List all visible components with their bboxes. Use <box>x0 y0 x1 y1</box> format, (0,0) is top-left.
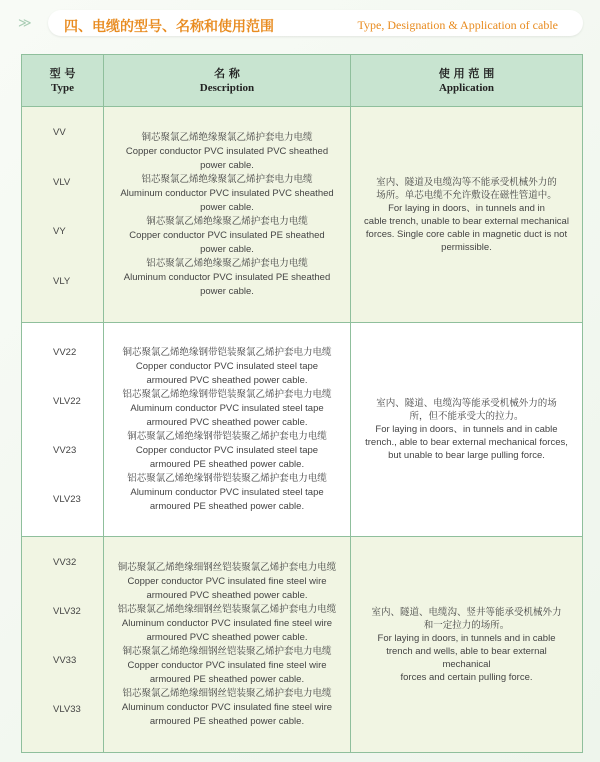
description-zh: 铜芯聚氯乙烯绝缘钢带铠装聚乙烯护套电力电缆 <box>127 430 327 442</box>
description-item <box>105 603 349 645</box>
description-zh: 铜芯聚氯乙烯绝缘细钢丝铠装聚氯乙烯护套电力电缆 <box>117 561 337 573</box>
description-item <box>105 257 349 299</box>
application-zh: 所，但不能承受大的拉力。 <box>409 411 524 422</box>
description-cell <box>104 537 351 753</box>
column-header-en: Description <box>199 81 255 94</box>
type-code: VV32 <box>53 557 77 568</box>
section-title-zh: 四、电缆的型号、名称和使用范围 <box>64 19 274 35</box>
description-en: Copper conductor PVC insulated fine steel wire <box>127 575 327 587</box>
description-item <box>105 131 349 173</box>
type-code: VY <box>53 226 66 237</box>
application-cell <box>351 323 583 537</box>
column-header-zh: 名 称 <box>214 66 240 80</box>
application-en: permissible. <box>441 241 492 253</box>
cable-table-container <box>21 54 582 751</box>
description-en: power cable. <box>200 243 254 255</box>
description-zh: 铝芯聚氯乙烯绝缘钢带铠装聚乙烯护套电力电缆 <box>127 472 327 484</box>
table-row <box>22 323 583 537</box>
description-en: armoured PE sheathed power cable. <box>149 673 305 685</box>
description-en: armoured PVC sheathed power cable. <box>146 589 308 601</box>
application-zh: 室内、隧道、电缆沟等能承受机械外力的场 <box>376 398 557 409</box>
description-en: Copper conductor PVC insulated fine steel wire <box>127 659 327 671</box>
application-en: For laying in doors、in tunnels and in <box>388 202 545 214</box>
column-header-en: Type <box>50 81 75 94</box>
description-item <box>105 472 349 514</box>
description-item <box>105 430 349 472</box>
description-en: Copper conductor PVC insulated steel tape <box>135 444 319 456</box>
section-title-en: Type, Designation & Application of cable <box>357 18 558 32</box>
column-header-description <box>104 55 351 107</box>
table-row <box>22 107 583 323</box>
description-item <box>105 687 349 729</box>
description-en: Copper conductor PVC insulated PVC sheathed <box>125 145 329 157</box>
column-header-type <box>22 55 104 107</box>
column-header-zh: 型 号 <box>49 66 76 80</box>
type-cell <box>22 323 104 537</box>
description-en: power cable. <box>200 159 254 171</box>
type-code: VV <box>53 127 66 138</box>
description-item <box>105 561 349 603</box>
description-en: Aluminum conductor PVC insulated PE sheathed <box>123 271 331 283</box>
description-en: Aluminum conductor PVC insulated PVC sheathed <box>120 187 334 199</box>
application-cell <box>351 537 583 753</box>
description-zh: 铝芯聚氯乙烯绝缘细钢丝铠装聚乙烯护套电力电缆 <box>122 687 332 699</box>
description-en: armoured PVC sheathed power cable. <box>146 631 308 643</box>
application-cell <box>351 107 583 323</box>
description-item <box>105 215 349 257</box>
chevron-right-icon: ≫ <box>18 16 29 31</box>
description-en: Aluminum conductor PVC insulated fine steel wire <box>121 701 333 713</box>
table-header-row <box>22 55 583 107</box>
description-en: armoured PE sheathed power cable. <box>149 715 305 727</box>
application-en: For laying in doors, in tunnels and in cable <box>377 632 556 644</box>
application-en: trench and wells, able to bear external mechanical <box>386 645 547 670</box>
column-header-application <box>351 55 583 107</box>
application-en: For laying in doors、in tunnels and in cable <box>375 424 558 435</box>
type-code: VV23 <box>53 445 77 456</box>
description-zh: 铝芯聚氯乙烯绝缘聚乙烯护套电力电缆 <box>146 257 308 269</box>
type-code: VV33 <box>53 655 77 666</box>
application-zh: 和一定拉力的场所。 <box>423 619 510 631</box>
type-code: VLY <box>53 276 71 287</box>
cable-table <box>21 54 583 753</box>
description-item <box>105 645 349 687</box>
type-code: VLV23 <box>53 494 81 505</box>
description-en: Aluminum conductor PVC insulated fine steel wire <box>121 617 333 629</box>
description-item <box>105 346 349 388</box>
description-en: armoured PE sheathed power cable. <box>149 458 305 470</box>
type-cell <box>22 107 104 323</box>
description-en: Aluminum conductor PVC insulated steel tape <box>130 486 324 498</box>
table-row <box>22 537 583 753</box>
type-code: VLV22 <box>53 396 81 407</box>
section-header <box>0 8 600 38</box>
type-code: VLV <box>53 177 71 188</box>
description-zh: 铝芯聚氯乙烯绝缘细钢丝铠装聚氯乙烯护套电力电缆 <box>117 603 337 615</box>
type-code: VV22 <box>53 347 77 358</box>
description-zh: 铜芯聚氯乙烯绝缘钢带铠装聚氯乙烯护套电力电缆 <box>122 346 332 358</box>
description-item <box>105 173 349 215</box>
description-cell <box>104 323 351 537</box>
application-en: forces and certain pulling force. <box>400 671 533 683</box>
description-zh: 铜芯聚氯乙烯绝缘细钢丝铠装聚乙烯护套电力电缆 <box>122 645 332 657</box>
description-item <box>105 388 349 430</box>
description-en: armoured PVC sheathed power cable. <box>146 416 308 428</box>
application-zh: 室内、隧道及电缆沟等不能承受机械外力的 <box>376 176 557 188</box>
description-zh: 铝芯聚氯乙烯绝缘钢带铠装聚氯乙烯护套电力电缆 <box>122 388 332 400</box>
description-zh: 铜芯聚氯乙烯绝缘聚乙烯护套电力电缆 <box>146 215 308 227</box>
description-en: power cable. <box>200 201 254 213</box>
column-header-en: Application <box>438 81 494 94</box>
description-zh: 铜芯聚氯乙烯绝缘聚氯乙烯护套电力电缆 <box>141 131 313 143</box>
description-en: armoured PVC sheathed power cable. <box>146 374 308 386</box>
application-en: forces. Single core cable in magnetic duct is not <box>365 228 568 240</box>
application-en: but unable to bear large pulling force. <box>388 450 545 461</box>
description-en: Copper conductor PVC insulated steel tape <box>135 360 319 372</box>
description-cell <box>104 107 351 323</box>
type-code: VLV32 <box>53 606 81 617</box>
description-en: Copper conductor PVC insulated PE sheathed <box>129 229 325 241</box>
type-code: VLV33 <box>53 704 81 715</box>
description-en: Aluminum conductor PVC insulated steel tape <box>130 402 324 414</box>
application-en: cable trench, unable to bear external mechanical <box>364 215 569 227</box>
application-zh: 场所。单芯电缆不允许敷设在磁性管道中。 <box>376 189 557 201</box>
description-en: power cable. <box>200 285 254 297</box>
description-zh: 铝芯聚氯乙烯绝缘聚氯乙烯护套电力电缆 <box>141 173 313 185</box>
description-en: armoured PE sheathed power cable. <box>149 500 305 512</box>
application-en: trench., able to bear external mechanical forces, <box>365 437 568 448</box>
column-header-zh: 使 用 范 围 <box>438 66 495 80</box>
application-zh: 室内、隧道、电缆沟、竖井等能承受机械外力 <box>371 606 562 618</box>
type-cell <box>22 537 104 753</box>
